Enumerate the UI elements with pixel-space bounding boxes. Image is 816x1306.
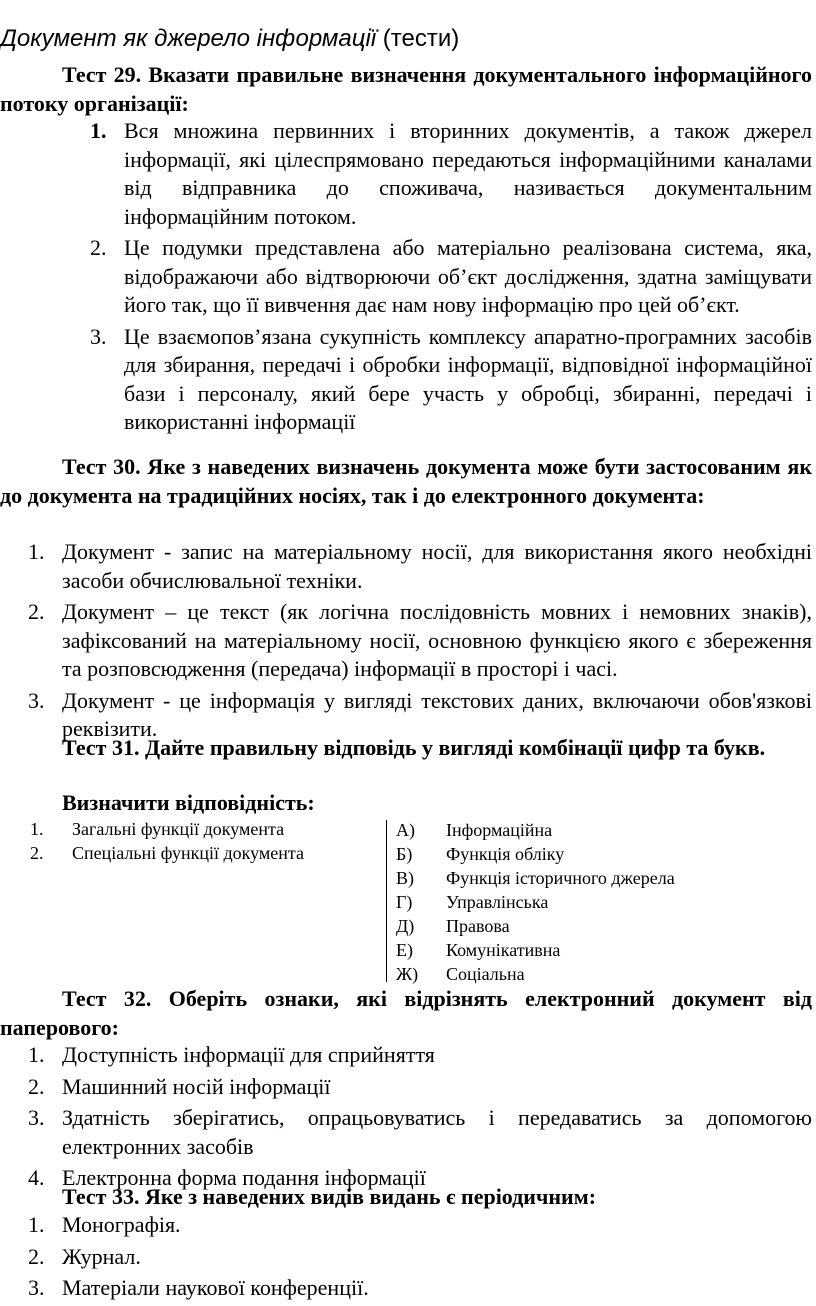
matching-left-text: Спеціальні функції документа: [72, 843, 304, 863]
test-32-options: [28, 1041, 812, 1196]
matching-table: [0, 818, 816, 988]
option-number: 2.: [28, 599, 45, 624]
test-29-option-1: [90, 117, 812, 231]
matching-right-text: Функція історичного джерела: [446, 868, 675, 888]
matching-right-letter: А): [396, 820, 415, 840]
test-32-question: Тест 32. Оберіть ознаки, які відрізнять електронний документ від паперового:: [0, 986, 812, 1040]
matching-right-letter: Ж): [396, 964, 419, 984]
option-text: Документ - це інформація у вигляді текстових даних, включаючи обов'язкові реквізити.: [62, 687, 812, 741]
option-number: 1.: [28, 1212, 45, 1237]
matching-left-item-2: [30, 842, 304, 864]
option-text: Машинний носій інформації: [62, 1073, 331, 1099]
option-number: 1.: [28, 539, 45, 564]
matching-right-item-b: [396, 842, 564, 866]
matching-right-item-v: [396, 866, 675, 890]
option-text: Документ - запис на матеріальному носії, для використання якого необхідні засоби обчислювальної техніки.: [62, 539, 812, 593]
option-number: 3.: [90, 323, 107, 349]
option-text: Матеріали наукової конференції.: [62, 1275, 369, 1300]
matching-right-item-h: [396, 890, 548, 914]
test-33-option-3: [28, 1274, 812, 1303]
matching-right-letter: В): [396, 868, 414, 888]
matching-right-text: Правова: [446, 916, 510, 936]
test-32-option-1: [28, 1041, 812, 1070]
option-number: 4.: [28, 1165, 45, 1190]
matching-right-letter: Е): [396, 940, 413, 960]
matching-right-item-d: [396, 914, 510, 938]
option-text: Здатність зберігатись, опрацьовуватись і передаватись за допомогою електронних засобів: [62, 1105, 812, 1159]
matching-right-item-a: [396, 818, 552, 842]
matching-right-letter: Д): [396, 916, 415, 936]
option-number: 3.: [28, 1275, 45, 1300]
matching-right-text: Управлінська: [446, 892, 549, 912]
option-text: Доступність інформації для сприйняття: [62, 1042, 435, 1067]
matching-right-text: Соціальна: [446, 964, 525, 984]
option-text: Документ – це текст (як логічна послідовність мовних і немовних знаків), зафіксований на матеріальному носії, основною функцією якого є збереження та розповсюдження (передача) інформації в просторі і часі.: [62, 599, 812, 681]
test-31-question: Тест 31. Дайте правильну відповідь у вигляді комбінації цифр та букв.: [62, 735, 766, 760]
matching-left-number: 2.: [30, 843, 44, 863]
document-title-italic: Документ як джерело інформації: [0, 25, 377, 52]
test-31-subheading: Визначити відповідність:: [62, 790, 315, 815]
matching-divider: [386, 820, 387, 982]
option-number: 1.: [28, 1042, 45, 1067]
test-30-option-2: [28, 598, 812, 684]
option-text: Електронна форма подання інформації: [62, 1165, 426, 1190]
option-number: 2.: [90, 235, 107, 260]
option-text: Вся множина первинних і вторинних документів, а також джерел інформації, які цілеспрямовано передаються інформаційними каналами від відправника до споживача, називається документальним інформаційним потоком.: [124, 118, 812, 229]
matching-right-letter: Б): [396, 844, 413, 864]
document-title: [0, 22, 459, 56]
matching-left-text: Загальні функції документа: [72, 819, 285, 839]
option-text: Це подумки представлена або матеріально реалізована система, яка, відображаючи або відтворюючи об’єкт дослідження, здатна заміщувати його так, що її вивчення дає нам нову інформацію про цей об’єкт.: [124, 235, 812, 317]
option-text: Монографія.: [62, 1212, 181, 1237]
test-29-option-3: [90, 323, 812, 437]
test-32-option-2: [28, 1073, 812, 1102]
option-text: Журнал.: [62, 1243, 141, 1269]
test-29-options: [90, 117, 812, 440]
test-32-option-3: [28, 1104, 812, 1161]
matching-right-text: Комунікативна: [446, 940, 561, 960]
option-number: 3.: [28, 1105, 45, 1130]
option-number: 3.: [28, 687, 45, 713]
matching-right-text: Інформаційна: [446, 820, 553, 840]
option-number: 2.: [28, 1243, 45, 1269]
test-30-question: Тест 30. Яке з наведених визначень документа може бути застосованим як до документа на традиційних носіях, так і до електронного документа:: [0, 454, 812, 508]
matching-left-number: 1.: [30, 819, 44, 839]
test-33-option-2: [28, 1243, 812, 1272]
matching-left-item-1: [30, 818, 284, 840]
test-33-question: Тест 33. Яке з наведених видів видань є періодичним:: [62, 1184, 597, 1209]
matching-right-text: Функція обліку: [446, 844, 565, 864]
test-30-option-1: [28, 538, 812, 595]
test-33-options: [28, 1211, 812, 1306]
test-29-option-2: [90, 234, 812, 320]
option-number: 2.: [28, 1073, 45, 1099]
option-text: Це взаємопов’язана сукупність комплексу апаратно-програмних засобів для збирання, передачі і обробки інформації, відповідної інформаційної бази і персоналу, який бере участь у обробці, збиранні, передачі і використанні інформації: [124, 323, 812, 434]
option-number: 1.: [90, 118, 107, 143]
test-33-option-1: [28, 1211, 812, 1240]
test-29-question: Тест 29. Вказати правильне визначення документального інформаційного потоку організації:: [0, 62, 812, 116]
matching-right-letter: Г): [396, 892, 413, 912]
document-title-suffix: (тести): [376, 25, 460, 52]
matching-right-item-e: [396, 938, 560, 962]
matching-right-item-zh: [396, 962, 525, 986]
test-30-options: [28, 538, 812, 747]
